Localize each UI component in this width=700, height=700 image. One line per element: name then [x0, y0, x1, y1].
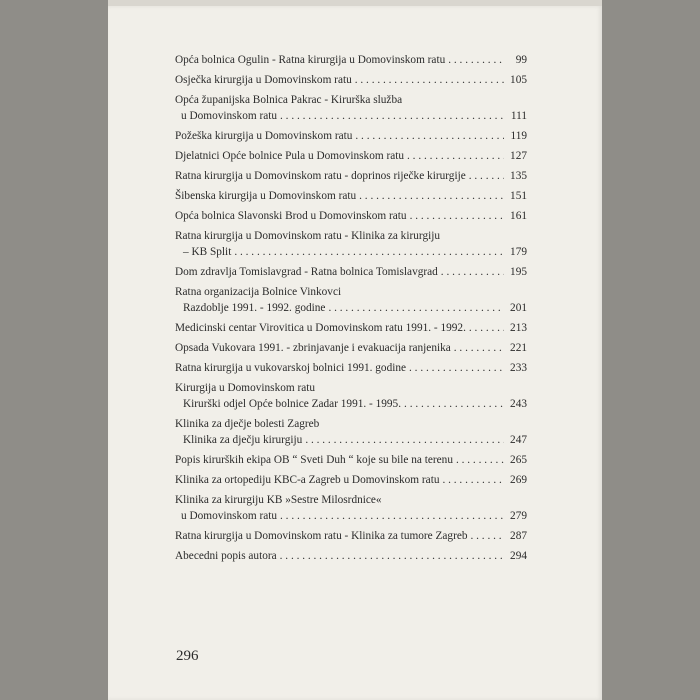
toc-page-number: 233 — [510, 362, 527, 374]
toc-leader-dots — [410, 208, 504, 224]
toc-leader-dots — [442, 472, 504, 488]
page-number: 296 — [176, 648, 199, 664]
toc-entry — [175, 148, 527, 164]
toc-entry-title: Opća bolnica Slavonski Brod u Domovinskom ratu — [175, 210, 407, 222]
toc-leader-dots — [359, 188, 504, 204]
toc-entry — [175, 380, 527, 412]
toc-page-number: 105 — [510, 74, 527, 86]
toc-page-number: 127 — [510, 150, 527, 162]
toc-entry-title: Klinika za dječju kirurgiju — [183, 434, 303, 446]
toc-entry — [175, 168, 527, 184]
toc-page-number: 269 — [510, 474, 527, 486]
toc-entry — [175, 284, 527, 316]
toc-entry — [175, 72, 527, 88]
toc-entry — [175, 208, 527, 224]
toc-leader-dots — [448, 52, 504, 68]
toc-entry-title: Ratna kirurgija u Domovinskom ratu - Klinika za tumore Zagreb — [175, 530, 468, 542]
toc-leader-dots — [280, 548, 504, 564]
toc-entry-title: Osječka kirurgija u Domovinskom ratu — [175, 74, 352, 86]
toc-entry-title: Šibenska kirurgija u Domovinskom ratu — [175, 190, 357, 202]
toc-entry — [175, 416, 527, 448]
toc-page-number: 99 — [515, 54, 527, 66]
toc-leader-dots — [355, 128, 504, 144]
toc-entry-title: Razdoblje 1991. - 1992. godine — [183, 302, 326, 314]
toc-leader-dots — [469, 320, 504, 336]
toc-entry-title: Abecedni popis autora — [175, 550, 277, 562]
toc-leader-dots — [469, 168, 504, 184]
toc-entry-title: Opća županijska Bolnica Pakrac - Kirurška služba — [175, 94, 403, 106]
toc-leader-dots — [456, 452, 504, 468]
toc-entry-title: Kirurški odjel Opće bolnice Zadar 1991. - 1995. — [183, 398, 402, 410]
toc-page-number: 201 — [510, 302, 527, 314]
toc-entry — [175, 492, 527, 524]
toc-leader-dots — [409, 360, 504, 376]
toc-entry-title: Ratna kirurgija u Domovinskom ratu - doprinos riječke kirurgije — [175, 170, 466, 182]
toc-page-number: 213 — [510, 322, 527, 334]
table-of-contents — [175, 52, 527, 568]
toc-entry-title: Opća bolnica Ogulin - Ratna kirurgija u Domovinskom ratu — [175, 54, 446, 66]
toc-entry-title: Klinika za dječje bolesti Zagreb — [175, 418, 320, 430]
toc-entry — [175, 340, 527, 356]
toc-leader-dots — [328, 300, 504, 316]
toc-entry-title: u Domovinskom ratu — [181, 510, 278, 522]
toc-page-number: 119 — [510, 130, 527, 142]
toc-entry-title: Kirurgija u Domovinskom ratu — [175, 382, 316, 394]
toc-entry-title: Popis kirurških ekipa OB “ Sveti Duh “ koje su bile na terenu — [175, 454, 453, 466]
toc-entry — [175, 188, 527, 204]
toc-page-number: 221 — [510, 342, 527, 354]
toc-leader-dots — [280, 108, 504, 124]
toc-page-number: 179 — [510, 246, 527, 258]
toc-page-number: 279 — [510, 510, 527, 522]
toc-page-number: 287 — [510, 530, 527, 542]
toc-entry — [175, 320, 527, 336]
toc-entry-title: Požeška kirurgija u Domovinskom ratu — [175, 130, 353, 142]
toc-leader-dots — [441, 264, 504, 280]
toc-entry-title: Klinika za kirurgiju KB »Sestre Milosrdnice« — [175, 494, 382, 506]
toc-page-number: 111 — [510, 110, 527, 122]
toc-leader-dots — [355, 72, 504, 88]
toc-entry-title: Dom zdravlja Tomislavgrad - Ratna bolnica Tomislavgrad — [175, 266, 438, 278]
toc-leader-dots — [407, 148, 504, 164]
toc-entry-title: Opsada Vukovara 1991. - zbrinjavanje i evakuacija ranjenika — [175, 342, 451, 354]
toc-leader-dots — [234, 244, 504, 260]
toc-entry — [175, 452, 527, 468]
toc-entry — [175, 128, 527, 144]
toc-entry-title: u Domovinskom ratu — [181, 110, 278, 122]
toc-entry-title: – KB Split — [183, 246, 232, 258]
toc-page-number: 195 — [510, 266, 527, 278]
toc-entry-title: Ratna organizacija Bolnice Vinkovci — [175, 286, 342, 298]
toc-entry — [175, 92, 527, 124]
toc-entry-title: Ratna kirurgija u vukovarskoj bolnici 1991. godine — [175, 362, 407, 374]
toc-leader-dots — [404, 396, 504, 412]
toc-leader-dots — [305, 432, 504, 448]
toc-entry-title: Djelatnici Opće bolnice Pula u Domovinskom ratu — [175, 150, 405, 162]
toc-entry — [175, 52, 527, 68]
toc-entry — [175, 472, 527, 488]
toc-entry — [175, 228, 527, 260]
toc-entry — [175, 264, 527, 280]
toc-entry — [175, 528, 527, 544]
toc-entry-title: Klinika za ortopediju KBC-a Zagreb u Domovinskom ratu — [175, 474, 440, 486]
toc-page-number: 243 — [510, 398, 527, 410]
toc-leader-dots — [454, 340, 504, 356]
toc-page-number: 151 — [510, 190, 527, 202]
toc-page-number: 135 — [510, 170, 527, 182]
toc-page-number: 247 — [510, 434, 527, 446]
toc-entry — [175, 548, 527, 564]
toc-entry — [175, 360, 527, 376]
toc-leader-dots — [280, 508, 504, 524]
toc-entry-title: Ratna kirurgija u Domovinskom ratu - Klinika za kirurgiju — [175, 230, 441, 242]
toc-page-number: 161 — [510, 210, 527, 222]
toc-page-number: 294 — [510, 550, 527, 562]
toc-entry-title: Medicinski centar Virovitica u Domovinskom ratu 1991. - 1992. — [175, 322, 466, 334]
toc-leader-dots — [471, 528, 505, 544]
toc-page-number: 265 — [510, 454, 527, 466]
